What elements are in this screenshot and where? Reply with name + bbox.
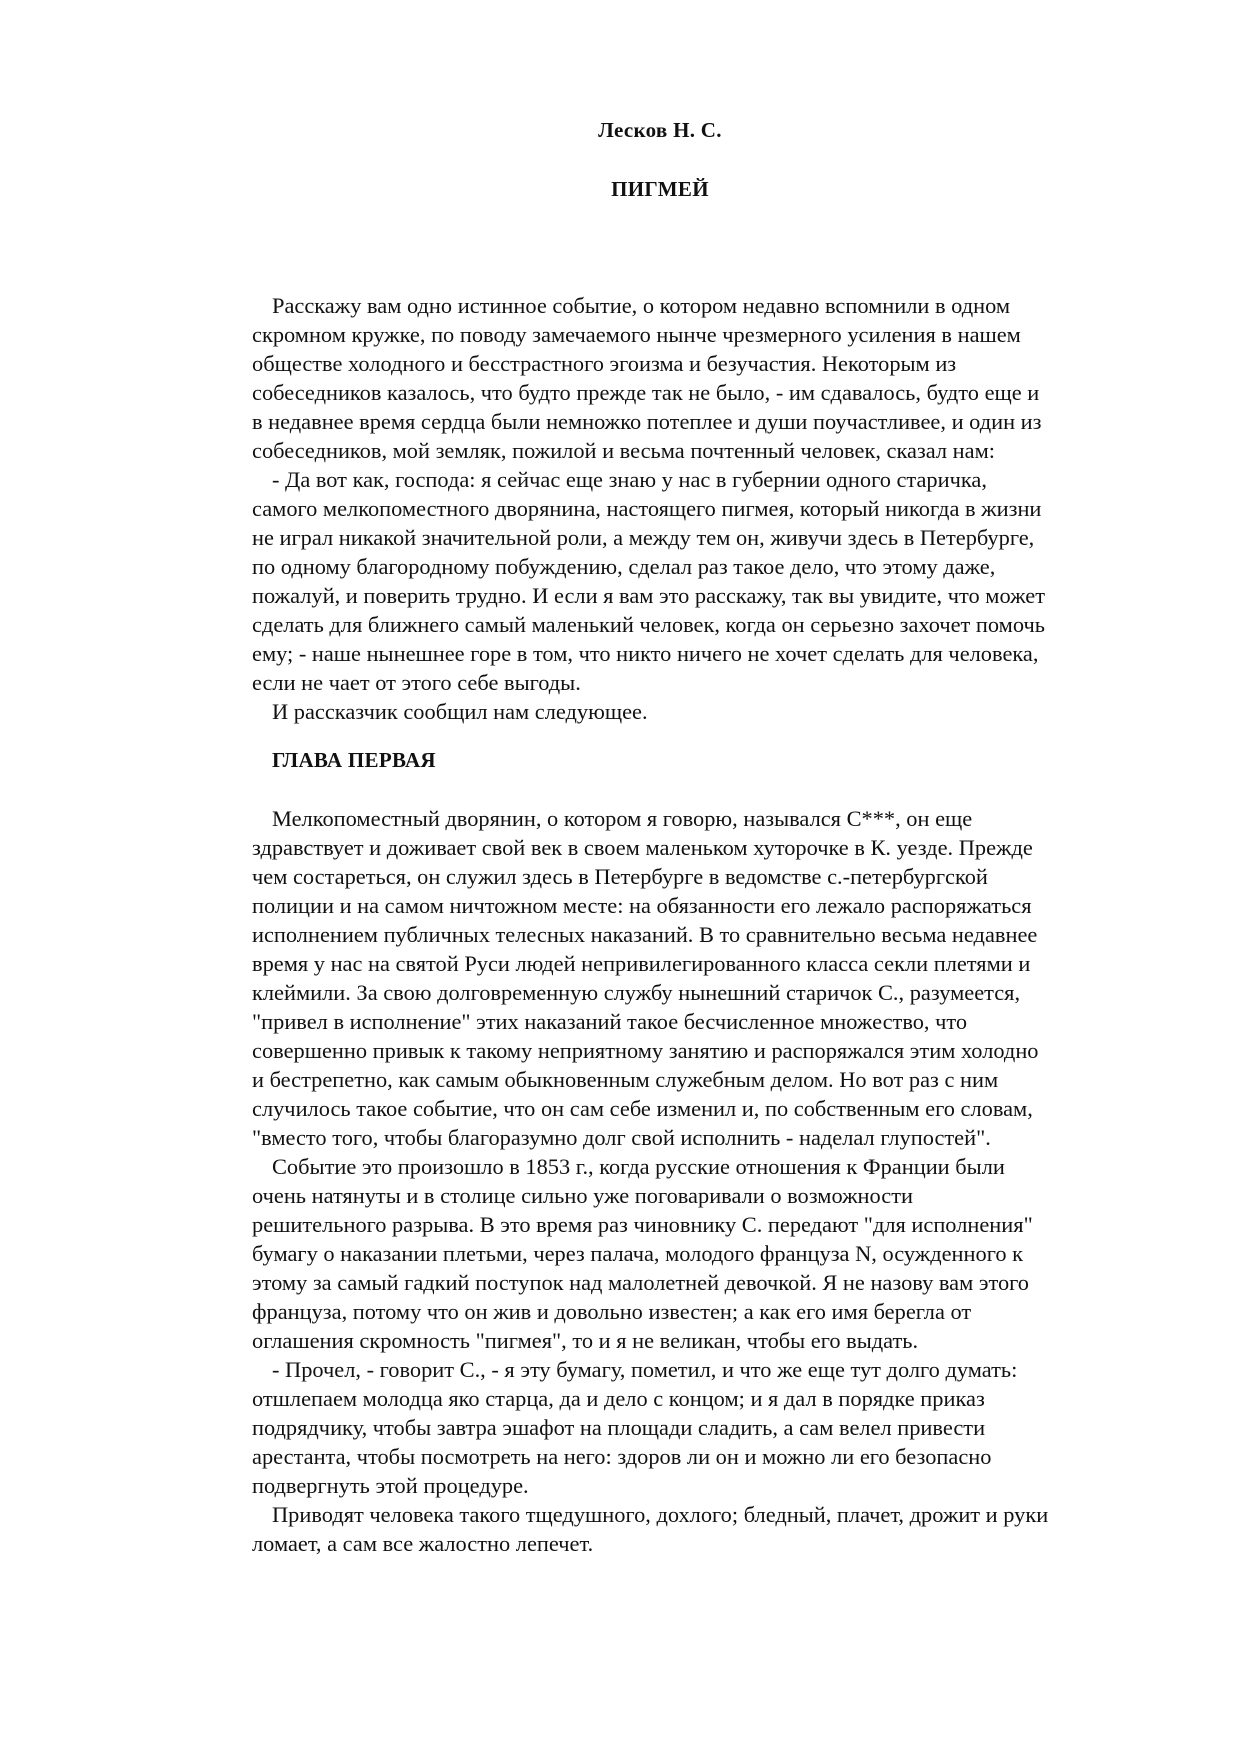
text-line: И рассказчик сообщил нам следующее. — [272, 699, 648, 724]
text-line: совершенно привык к такому неприятному занятию и распоряжался этим холодно — [252, 1038, 1039, 1063]
text-line: ломает, а сам все жалостно лепечет. — [252, 1531, 594, 1556]
text-line: и бестрепетно, как самым обыкновенным служебным делом. Но вот раз с ним — [252, 1067, 999, 1092]
text-line: очень натянуты и в столице сильно уже поговаривали о возможности — [252, 1183, 913, 1208]
text-line: по одному благородному побуждению, сделал раз такое дело, что этому даже, — [252, 554, 996, 579]
text-line: Расскажу вам одно истинное событие, о котором недавно вспомнили в одном — [272, 293, 1011, 318]
text-line: собеседников, мой земляк, пожилой и весьма почтенный человек, сказал нам: — [252, 438, 995, 463]
text-line: чем состареться, он служил здесь в Петербурге в ведомстве с.-петербургской — [252, 864, 988, 889]
text-line: - Да вот как, господа: я сейчас еще знаю у нас в губернии одного старичка, — [272, 467, 987, 492]
text-line: самого мелкопоместного дворянина, настоящего пигмея, который никогда в жизни — [252, 496, 1042, 521]
text-line: скромном кружке, по поводу замечаемого нынче чрезмерного усиления в нашем — [252, 322, 1021, 347]
text-line: этому за самый гадкий поступок над малолетней девочкой. Я не назову вам этого — [252, 1270, 1029, 1295]
chapter-heading: ГЛАВА ПЕРВАЯ — [272, 748, 436, 772]
text-line: Событие это произошло в 1853 г., когда русские отношения к Франции были — [272, 1154, 1005, 1179]
text-line: подвергнуть этой процедуре. — [252, 1473, 529, 1498]
text-line: здравствует и доживает свой век в своем маленьком хуторочке в К. уезде. Прежде — [252, 835, 1033, 860]
text-line: бумагу о наказании плетьми, через палача, молодого француза N, осужденного к — [252, 1241, 1023, 1266]
text-line: сделать для ближнего самый маленький человек, когда он серьезно захочет помочь — [252, 612, 1045, 637]
text-line: - Прочел, - говорит С., - я эту бумагу, пометил, и что же еще тут долго думать: — [272, 1357, 1018, 1382]
text-line: подрядчику, чтобы завтра эшафот на площади сладить, а сам велел привести — [252, 1415, 986, 1440]
text-line: француза, потому что он жив и довольно известен; а как его имя берегла от — [252, 1299, 972, 1324]
text-line: обществе холодного и бесстрастного эгоизма и безучастия. Некоторым из — [252, 351, 957, 376]
text-line: время у нас на святой Руси людей непривилегированного класса секли плетями и — [252, 951, 1031, 976]
story-title: ПИГМЕЙ — [611, 177, 709, 201]
text-line: "привел в исполнение" этих наказаний такое бесчисленное множество, что — [252, 1009, 968, 1034]
text-line: собеседников казалось, что будто прежде так не было, - им сдавалось, будто еще и — [252, 380, 1040, 405]
text-line: решительного разрыва. В это время раз чиновнику С. передают "для исполнения" — [252, 1212, 1033, 1237]
text-line: оглашения скромность "пигмея", то и я не великан, чтобы его выдать. — [252, 1328, 919, 1353]
chapter-text — [252, 804, 1152, 1558]
text-line: если не чает от этого себе выгоды. — [252, 670, 581, 695]
intro-text — [252, 291, 1152, 726]
text-line: отшлепаем молодца яко старца, да и дело с концом; и я дал в порядке приказ — [252, 1386, 985, 1411]
text-line: пожалуй, и поверить трудно. И если я вам это расскажу, так вы увидите, что может — [252, 583, 1045, 608]
text-line: клеймили. За свою долговременную службу нынешний старичок С., разумеется, — [252, 980, 1021, 1005]
author-name: Лесков Н. С. — [598, 118, 722, 142]
text-line: "вместо того, чтобы благоразумно долг свой исполнить - наделал глупостей". — [252, 1125, 991, 1150]
text-line: исполнением публичных телесных наказаний. В то сравнительно весьма недавнее — [252, 922, 1038, 947]
text-line: Мелкопоместный дворянин, о котором я говорю, назывался С***, он еще — [272, 806, 973, 831]
text-line: не играл никакой значительной роли, а между тем он, живучи здесь в Петербурге, — [252, 525, 1035, 550]
text-line: в недавнее время сердца были немножко потеплее и души поучастливее, и один из — [252, 409, 1042, 434]
text-line: арестанта, чтобы посмотреть на него: здоров ли он и можно ли его безопасно — [252, 1444, 992, 1469]
text-line: Приводят человека такого тщедушного, дохлого; бледный, плачет, дрожит и руки — [272, 1502, 1049, 1527]
text-line: случилось такое событие, что он сам себе изменил и, по собственным его словам, — [252, 1096, 1033, 1121]
text-line: полиции и на самом ничтожном месте: на обязанности его лежало распоряжаться — [252, 893, 1032, 918]
text-line: ему; - наше нынешнее горе в том, что никто ничего не хочет сделать для человека, — [252, 641, 1039, 666]
